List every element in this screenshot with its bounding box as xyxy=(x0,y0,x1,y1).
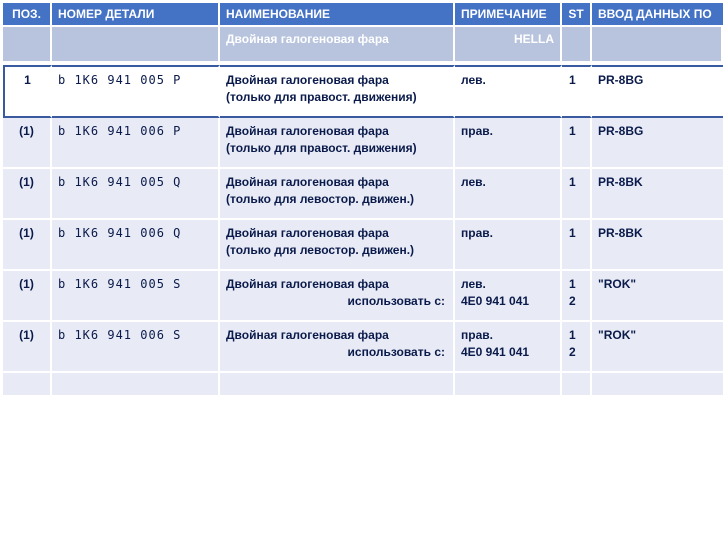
note-line-1: прав. xyxy=(461,328,493,342)
cell-data-entry: PR-8BG xyxy=(592,65,723,118)
cell-pos: (1) xyxy=(3,169,52,220)
cell-pos: (1) xyxy=(3,220,52,271)
note-line-1: прав. xyxy=(461,124,493,138)
cell-name xyxy=(220,118,455,169)
note-line-2[interactable]: 4E0 941 041 xyxy=(461,345,530,359)
st-line-1: 1 xyxy=(569,328,576,342)
cell-st xyxy=(562,322,592,373)
column-header-data-entry[interactable]: ВВОД ДАННЫХ ПО xyxy=(592,3,723,27)
cell-note xyxy=(455,169,562,220)
cell-part-number[interactable]: b 1K6 941 005 Q xyxy=(52,169,220,220)
subheader-cell-empty xyxy=(562,27,592,63)
column-header-name[interactable]: НАИМЕНОВАНИЕ xyxy=(220,3,455,27)
subheader-cell-empty xyxy=(3,27,52,63)
st-line-2: 2 xyxy=(569,345,576,359)
table-row[interactable] xyxy=(3,118,723,169)
subheader-group-name: Двойная галогеновая фара xyxy=(220,27,455,63)
name-line-2: (только для правост. движения) xyxy=(226,90,417,104)
empty-cell xyxy=(592,373,723,397)
cell-part-number[interactable]: b 1K6 941 005 P xyxy=(52,65,220,118)
cell-part-number[interactable]: b 1K6 941 005 S xyxy=(52,271,220,322)
cell-st: 1 xyxy=(562,118,592,169)
column-header-st[interactable]: ST xyxy=(562,3,592,27)
table-row[interactable] xyxy=(3,322,723,373)
cell-part-number[interactable]: b 1K6 941 006 P xyxy=(52,118,220,169)
use-with-label: использовать с: xyxy=(347,345,445,359)
empty-cell xyxy=(562,373,592,397)
subheader-cell-empty xyxy=(592,27,723,63)
table-row[interactable] xyxy=(3,65,723,118)
cell-note xyxy=(455,271,562,322)
cell-data-entry: PR-8BK xyxy=(592,169,723,220)
st-line-2: 2 xyxy=(569,294,576,308)
name-line-1: Двойная галогеновая фара xyxy=(226,328,389,342)
cell-st: 1 xyxy=(562,65,592,118)
name-line-2: (только для правост. движения) xyxy=(226,141,417,155)
empty-cell xyxy=(3,373,52,397)
cell-part-number[interactable]: b 1K6 941 006 S xyxy=(52,322,220,373)
subheader-cell-empty xyxy=(52,27,220,63)
cell-pos: (1) xyxy=(3,271,52,322)
note-line-2[interactable]: 4E0 941 041 xyxy=(461,294,530,308)
cell-pos: 1 xyxy=(3,65,52,118)
cell-data-entry: "ROK" xyxy=(592,322,723,373)
cell-name xyxy=(220,322,455,373)
empty-row xyxy=(3,373,723,397)
name-line-1: Двойная галогеновая фара xyxy=(226,73,389,87)
name-line-2: (только для левостор. движен.) xyxy=(226,192,415,206)
empty-cell xyxy=(52,373,220,397)
cell-pos: (1) xyxy=(3,118,52,169)
cell-data-entry: "ROK" xyxy=(592,271,723,322)
cell-name xyxy=(220,169,455,220)
cell-note xyxy=(455,220,562,271)
table-row[interactable] xyxy=(3,271,723,322)
note-line-1: прав. xyxy=(461,226,493,240)
table-row[interactable] xyxy=(3,169,723,220)
name-line-1: Двойная галогеновая фара xyxy=(226,226,389,240)
name-line-1: Двойная галогеновая фара xyxy=(226,277,389,291)
group-subheader-row xyxy=(3,27,723,63)
column-header-part-number[interactable]: НОМЕР ДЕТАЛИ xyxy=(52,3,220,27)
table-header-row xyxy=(3,3,723,27)
cell-st: 1 xyxy=(562,220,592,271)
parts-table-container xyxy=(3,3,723,397)
column-header-note[interactable]: ПРИМЕЧАНИЕ xyxy=(455,3,562,27)
cell-part-number[interactable]: b 1K6 941 006 Q xyxy=(52,220,220,271)
cell-name xyxy=(220,271,455,322)
cell-pos: (1) xyxy=(3,322,52,373)
empty-cell xyxy=(220,373,455,397)
cell-st: 1 xyxy=(562,169,592,220)
st-line-1: 1 xyxy=(569,277,576,291)
cell-note xyxy=(455,118,562,169)
name-line-1: Двойная галогеновая фара xyxy=(226,175,389,189)
cell-st xyxy=(562,271,592,322)
column-header-pos[interactable]: ПОЗ. xyxy=(3,3,52,27)
use-with-label: использовать с: xyxy=(347,294,445,308)
name-line-2: (только для левостор. движен.) xyxy=(226,243,415,257)
cell-name xyxy=(220,65,455,118)
note-line-1: лев. xyxy=(461,73,486,87)
cell-note xyxy=(455,65,562,118)
cell-name xyxy=(220,220,455,271)
note-line-1: лев. xyxy=(461,277,486,291)
table-row[interactable] xyxy=(3,220,723,271)
note-line-1: лев. xyxy=(461,175,486,189)
empty-cell xyxy=(455,373,562,397)
name-line-1: Двойная галогеновая фара xyxy=(226,124,389,138)
parts-table xyxy=(3,3,723,397)
cell-data-entry: PR-8BK xyxy=(592,220,723,271)
subheader-brand: HELLA xyxy=(455,27,562,63)
cell-note xyxy=(455,322,562,373)
cell-data-entry: PR-8BG xyxy=(592,118,723,169)
